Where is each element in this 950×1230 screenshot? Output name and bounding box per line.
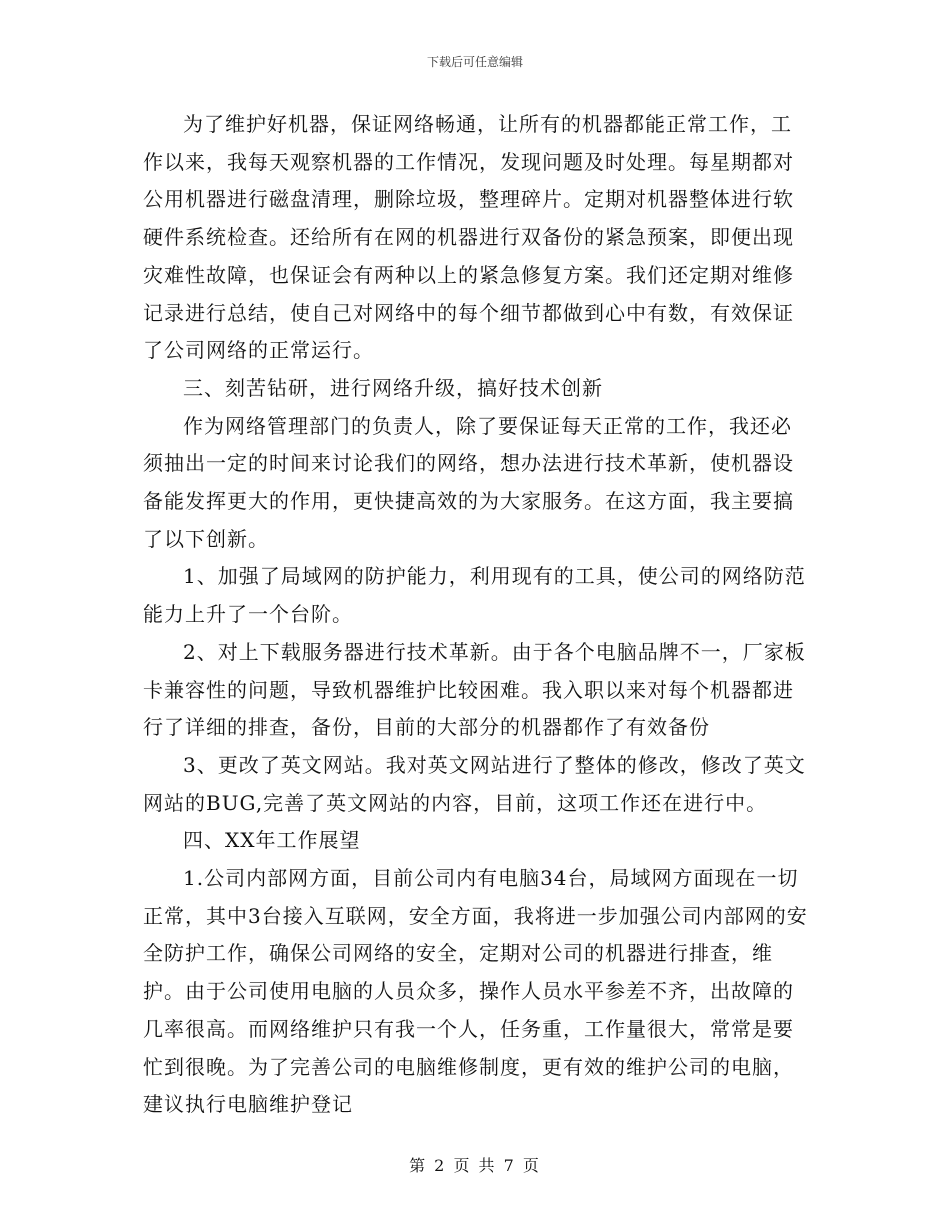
paragraph-innovation-intro: 作为网络管理部门的负责人，除了要保证每天正常的工作，我还必须抽出一定的时间来讨论我们的网络，想办法进行技术革新，使机器设备能发挥更大的作用，更快捷高效的为大家服务。在这方面，我主要搞了以下创新。 (143, 413, 794, 551)
paragraph-outlook-1: 1.公司内部网方面，目前公司内有电脑34台，局域网方面现在一切正常，其中3台接入互联网，安全方面，我将进一步加强公司内部网的安全防护工作，确保公司网络的安全，定期对公司的机器进行排查，维护。由于公司使用电脑的人员众多，操作人员水平参差不齐，出故障的几率很高。而网络维护只有我一个人，任务重，工作量很大，常常是要忙到很晚。为了完善公司的电脑维修制度，更有效的维护公司的电脑，建议执行电脑维护登记 (143, 866, 808, 1117)
document-body (143, 106, 808, 1124)
section-heading-4: 四、XX年工作展望 (183, 828, 361, 853)
page-header-note: 下载后可任意编辑 (426, 55, 523, 69)
list-item-3: 3、更改了英文网站。我对英文网站进行了整体的修改，修改了英文网站的BUG,完善了英文网站的内容，目前，这项工作还在进行中。 (143, 752, 806, 815)
page-number-footer: 第 2 页 共 7 页 (409, 1156, 541, 1175)
section-heading-3: 三、刻苦钻研，进行网络升级，搞好技术创新 (183, 375, 603, 400)
list-item-1: 1、加强了局域网的防护能力，利用现有的工具，使公司的网络防范能力上升了一个台阶。 (143, 564, 806, 627)
paragraph-maintenance: 为了维护好机器，保证网络畅通，让所有的机器都能正常工作，工作以来，我每天观察机器的工作情况，发现问题及时处理。每星期都对公用机器进行磁盘清理，删除垃圾，整理碎片。定期对机器整体进行软硬件系统检查。还给所有在网的机器进行双备份的紧急预案，即便出现灾难性故障，也保证会有两种以上的紧急修复方案。我们还定期对维修记录进行总结，使自己对网络中的每个细节都做到心中有数，有效保证了公司网络的正常运行。 (143, 112, 794, 363)
list-item-2: 2、对上下载服务器进行技术革新。由于各个电脑品牌不一，厂家板卡兼容性的问题，导致机器维护比较困难。我入职以来对每个机器都进行了详细的排查，备份，目前的大部分的机器都作了有效备份 (143, 639, 806, 740)
